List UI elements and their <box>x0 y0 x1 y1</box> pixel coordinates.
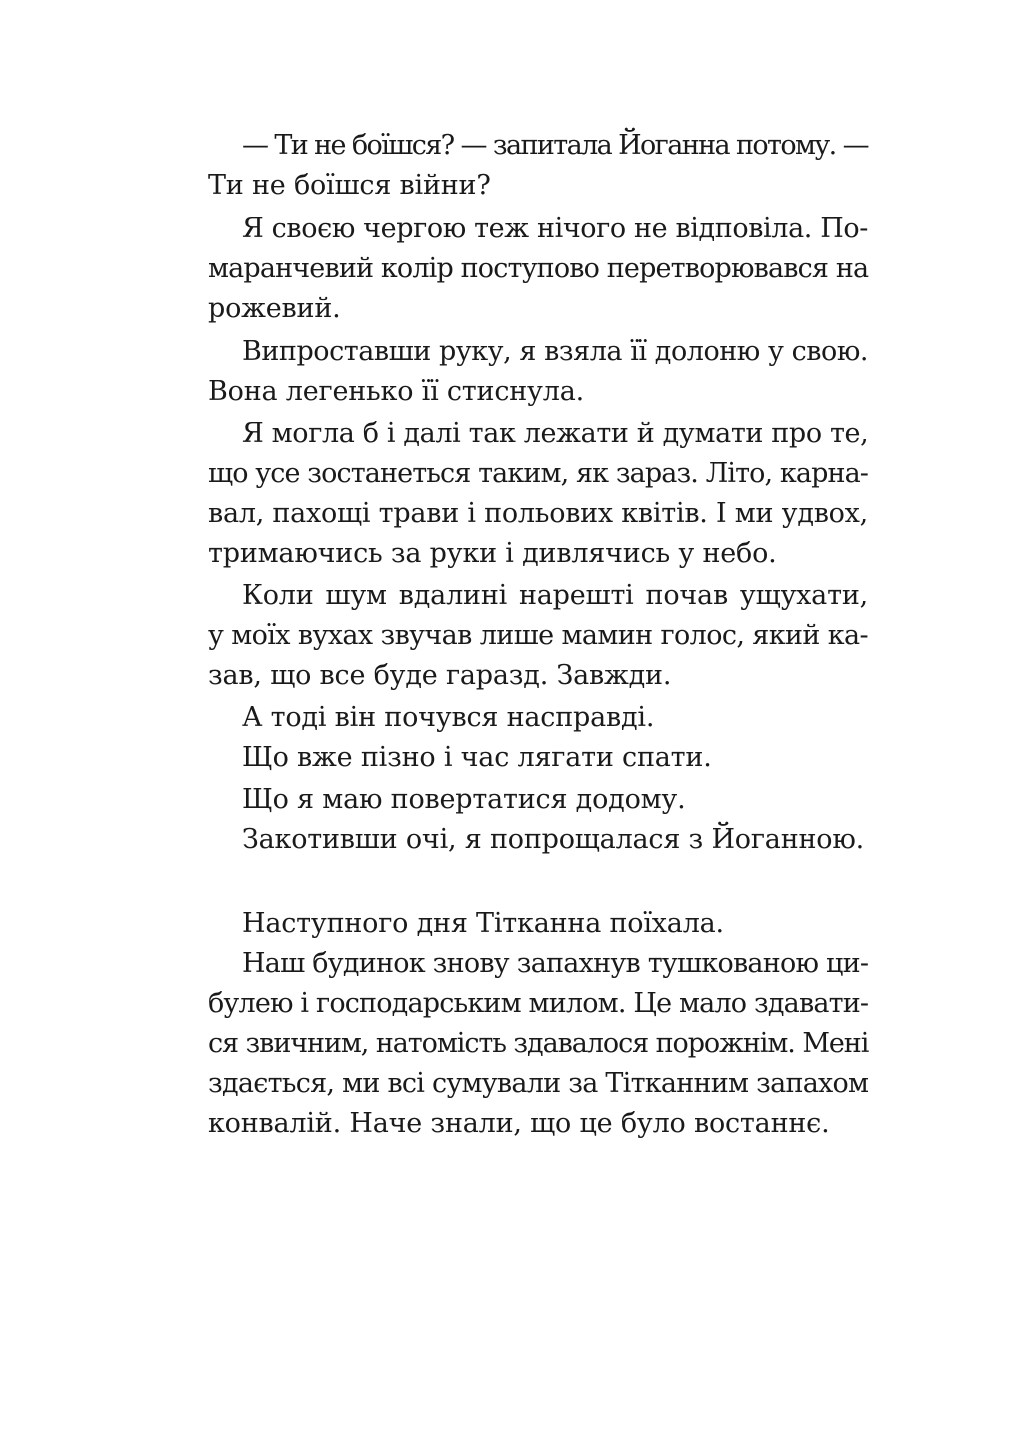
text-line: Вона легенько її стиснула. <box>208 376 584 407</box>
text-line: Закотивши очі, я попрощалася з Йоганною. <box>242 824 865 855</box>
text-line: вал, пахощі трави і польових квітів. І ми удвох, <box>208 498 868 529</box>
text-line: ся звичним, натомість здавалося порожнім. Мені <box>208 1028 869 1059</box>
text-line: що усе зостанеться таким, як зараз. Літо, карна- <box>208 458 869 489</box>
text-line: конвалій. Наче знали, що це було востаннє. <box>208 1108 830 1139</box>
text-line: Ти не боїшся війни? <box>208 170 491 201</box>
text-line: Я своєю чергою теж нічого не відповіла. По- <box>242 213 868 244</box>
text-line: Наш будинок знову запахнув тушкованою ци- <box>242 948 869 979</box>
text-line: Що я маю повертатися додому. <box>242 784 686 815</box>
text-line: Що вже пізно і час лягати спати. <box>242 742 712 773</box>
text-line: булею і господарським милом. Це мало здавати- <box>208 988 869 1019</box>
text-line: тримаючись за руки і дивлячись у небо. <box>208 538 777 569</box>
text-line: Випроставши руку, я взяла її долоню у свою. <box>242 336 868 367</box>
text-line: у моїх вухах звучав лише мамин голос, який ка- <box>208 620 868 651</box>
text-line: Коли шум вдалині нарешті почав ущухати, <box>242 580 868 611</box>
text-line: рожевий. <box>208 293 341 324</box>
text-line: — Ти не боїшся? — запитала Йоганна потому. — <box>242 130 868 161</box>
text-line: Наступного дня Тітканна поїхала. <box>242 908 724 939</box>
text-line: зав, що все буде гаразд. Завжди. <box>208 660 672 691</box>
text-line: маранчевий колір поступово перетворювався на <box>208 253 869 284</box>
text-line: здається, ми всі сумували за Тітканним запахом <box>208 1068 869 1099</box>
text-line: Я могла б і далі так лежати й думати про те, <box>242 418 869 449</box>
text-line: А тоді він почувся насправді. <box>242 702 655 733</box>
